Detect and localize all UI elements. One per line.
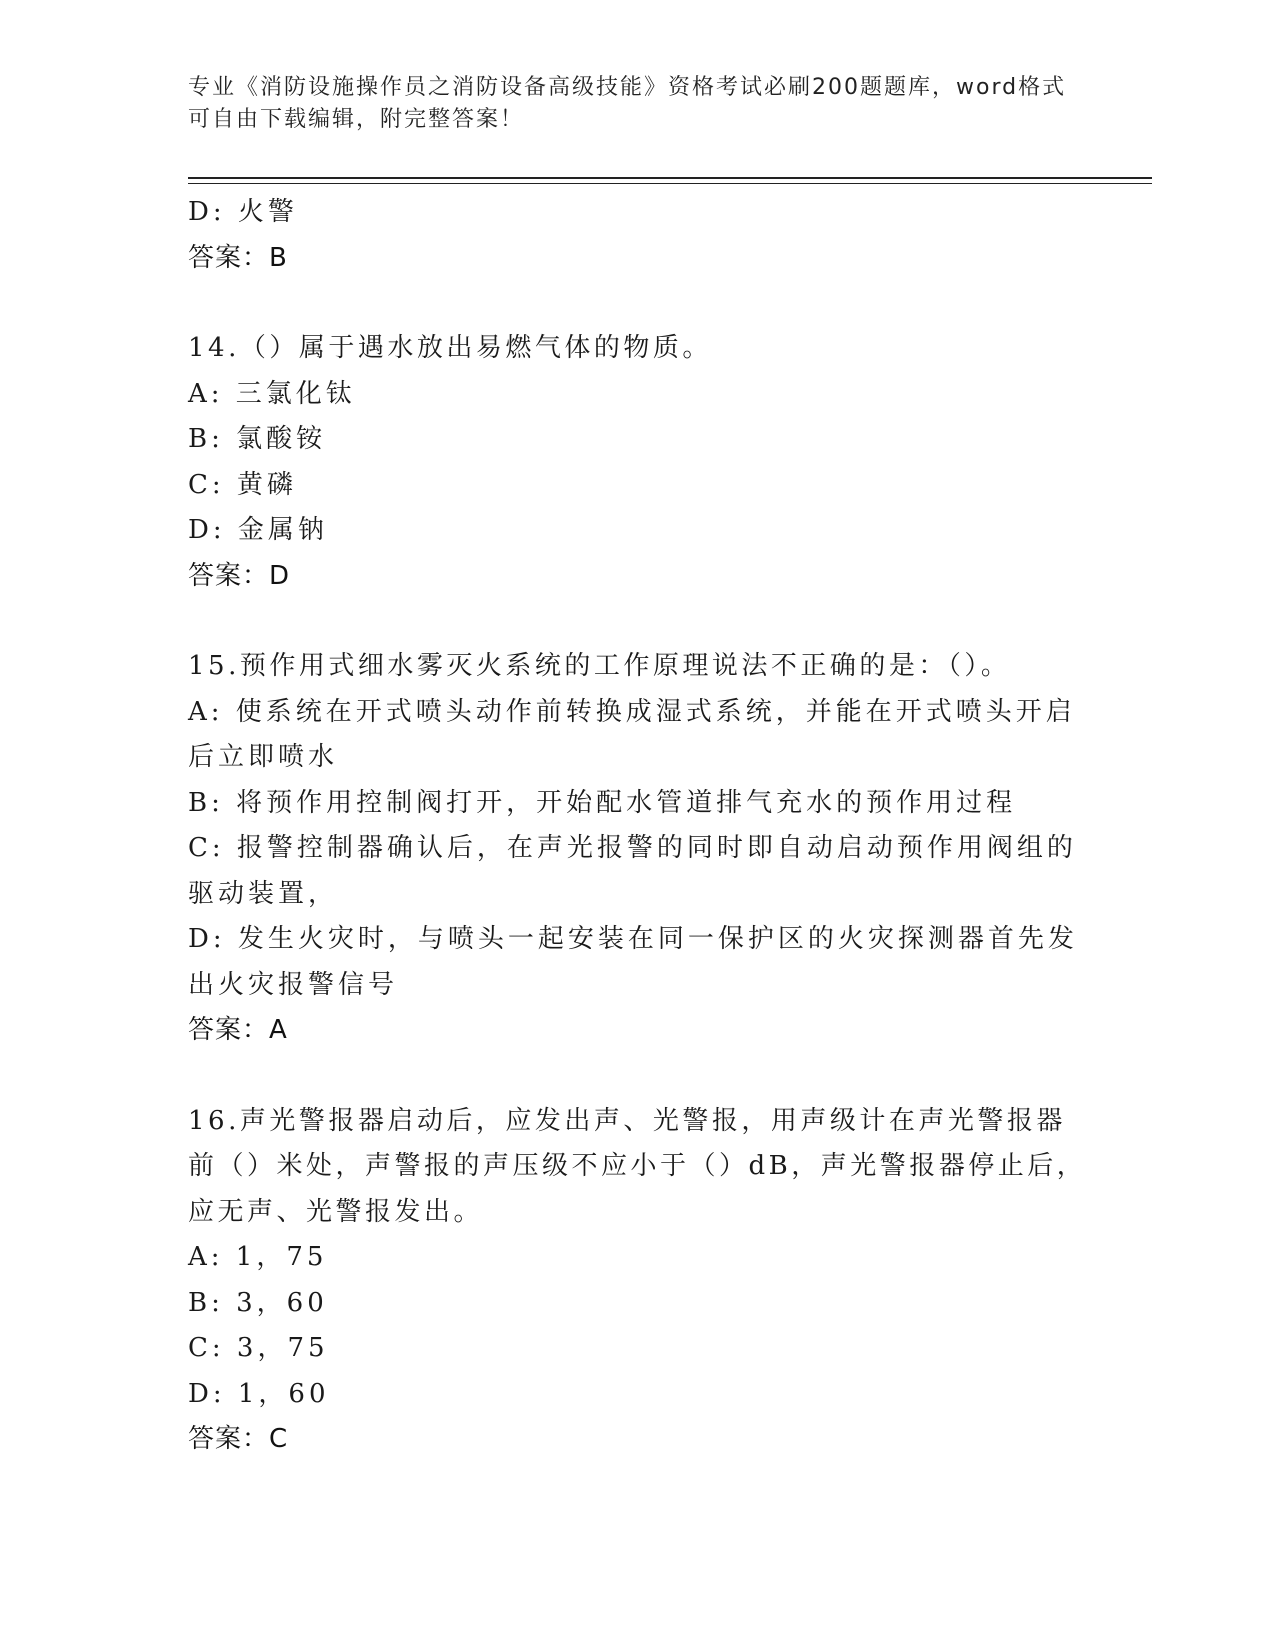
option-b: B: 氯酸铵 [188, 424, 327, 454]
option-a: A: 三氯化钛 [188, 378, 356, 409]
option-d: D: 火警 [188, 197, 298, 227]
option-c: C: 报警控制器确认后，在声光报警的同时即自动启动预作用阀组的驱动装置， [188, 833, 1077, 909]
answer-line: 答案：D [188, 560, 291, 591]
option-c: C: 3，75 [188, 1333, 329, 1363]
question-14 [188, 326, 1088, 599]
answer-line: 答案：B [188, 242, 288, 273]
question-15 [188, 644, 1088, 1054]
option-d: D: 1，60 [188, 1378, 330, 1409]
option-a: A: 使系统在开式喷头动作前转换成湿式系统，并能在开式喷头开启后立即喷水 [188, 696, 1076, 772]
option-a: A: 1，75 [188, 1242, 328, 1272]
option-c: C: 黄磷 [188, 469, 297, 500]
option-b: B: 将预作用控制阀打开，开始配水管道排气充水的预作用过程 [188, 787, 1017, 818]
answer-line: 答案：A [188, 1015, 288, 1045]
option-d: D: 金属钠 [188, 515, 328, 545]
header-divider-thin [188, 183, 1152, 184]
header-divider-thick [188, 177, 1152, 179]
question-stem: 14.（）属于遇水放出易燃气体的物质。 [188, 333, 712, 363]
spacer [188, 281, 1088, 326]
option-b: B: 3，60 [188, 1287, 328, 1318]
answer-line: 答案：C [188, 1424, 289, 1454]
question-16 [188, 1099, 1088, 1463]
question-stem: 16.声光警报器启动后，应发出声、光警报，用声级计在声光警报器前（）米处，声警报的声压级不应小于（）dB，声光警报器停止后，应无声、光警报发出。 [188, 1105, 1087, 1227]
spacer [188, 599, 1088, 644]
question-stem: 15.预作用式细水雾灭火系统的工作原理说法不正确的是：（）。 [188, 651, 1011, 681]
option-d: D: 发生火灾时，与喷头一起安装在同一保护区的火灾探测器首先发出火灾报警信号 [188, 924, 1078, 1000]
previous-question-tail [188, 190, 1088, 281]
spacer [188, 1054, 1088, 1099]
document-header: 专业《消防设施操作员之消防设备高级技能》资格考试必刷200题题库，word格式可自由下载编辑，附完整答案！ [188, 75, 1067, 132]
question-content [188, 190, 1088, 1463]
